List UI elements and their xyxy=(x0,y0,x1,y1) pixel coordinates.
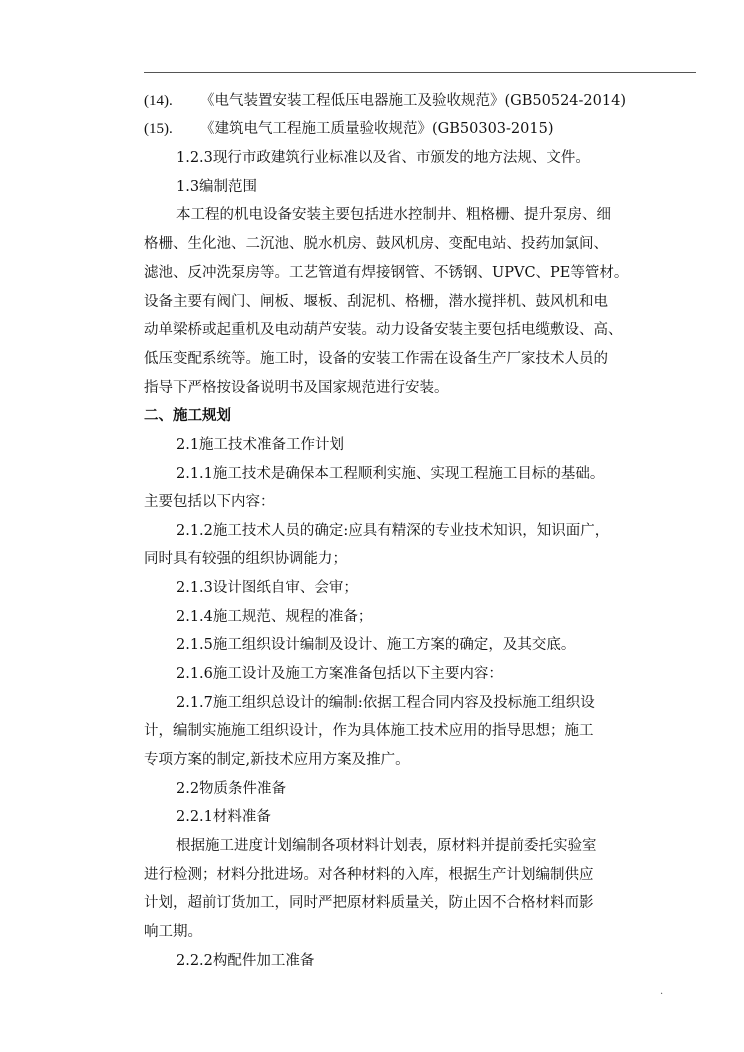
reference-number: (14). xyxy=(144,93,173,109)
paragraph-line: 滤池、反冲洗泵房等。工艺管道有焊接钢管、不锈钢、UPVC、PE等管材。 xyxy=(144,265,629,281)
paragraph-line: 响工期。 xyxy=(144,924,202,940)
paragraph-line: 专项方案的制定,新技术应用方案及推广。 xyxy=(144,752,410,768)
reference-text: 《电气装置安装工程低压电器施工及验收规范》(GB50524-2014) xyxy=(200,93,626,109)
paragraph-line: 格栅、生化池、二沉池、脱水机房、鼓风机房、变配电站、投药加氯间、 xyxy=(144,236,608,252)
paragraph-line: 2.1.5施工组织设计编制及设计、施工方案的确定，及其交底。 xyxy=(176,637,576,653)
paragraph-line: 设备主要有阀门、闸板、堰板、刮泥机、格栅，潜水搅拌机、鼓风机和电 xyxy=(144,294,608,310)
paragraph-line: 低压变配系统等。施工时，设备的安装工作需在设备生产厂家技术人员的 xyxy=(144,351,608,367)
reference-number: (15). xyxy=(144,121,173,137)
section-heading: 2.2.1材料准备 xyxy=(176,809,271,825)
paragraph-line: 同时具有较强的组织协调能力； xyxy=(144,551,347,567)
paragraph-line: 进行检测；材料分批进场。对各种材料的入库，根据生产计划编制供应 xyxy=(144,867,594,883)
reference-item xyxy=(144,120,696,138)
paragraph-line: 主要包括以下内容： xyxy=(144,494,275,510)
paragraph-line: 2.1.6施工设计及施工方案准备包括以下主要内容： xyxy=(176,666,503,682)
paragraph-line: 根据施工进度计划编制各项材料计划表，原材料并提前委托实验室 xyxy=(176,838,597,854)
paragraph-line: 2.1.1施工技术是确保本工程顺利实施、实现工程施工目标的基础。 xyxy=(176,466,605,482)
paragraph-line: 2.1.2施工技术人员的确定:应具有精深的专业技术知识，知识面广， xyxy=(176,523,610,539)
paragraph-line: 2.1.7施工组织总设计的编制:依据工程合同内容及投标施工组织设 xyxy=(176,695,595,711)
reference-item xyxy=(144,92,696,110)
paragraph-line: 计划，超前订货加工，同时严把原材料质量关，防止因不合格材料而影 xyxy=(144,895,594,911)
footer-mark: . xyxy=(660,986,664,997)
paragraph-line: 本工程的机电设备安装主要包括进水控制井、粗格栅、提升泵房、细 xyxy=(176,207,611,223)
section-heading: 2.1施工技术准备工作计划 xyxy=(176,437,345,453)
reference-text: 《建筑电气工程施工质量验收规范》(GB50303-2015) xyxy=(200,121,554,137)
paragraph-line: 指导下严格按设备说明书及国家规范进行安装。 xyxy=(144,380,449,396)
header-rule xyxy=(144,72,696,73)
paragraph-line: 1.2.3现行市政建筑行业标准以及省、市颁发的地方法规、文件。 xyxy=(176,150,590,166)
paragraph-line: 2.1.4施工规范、规程的准备； xyxy=(176,609,373,625)
paragraph-line: 计，编制实施施工组织设计，作为具体施工技术应用的指导思想；施工 xyxy=(144,723,594,739)
paragraph-line: 2.1.3设计图纸自审、会审； xyxy=(176,580,358,596)
paragraph-line: 动单梁桥或起重机及电动葫芦安装。动力设备安装主要包括电缆敷设、高、 xyxy=(144,322,623,338)
section-heading: 1.3编制范围 xyxy=(176,179,258,195)
section-heading: 2.2物质条件准备 xyxy=(176,781,287,797)
section-heading: 2.2.2构配件加工准备 xyxy=(176,953,315,969)
chapter-heading: 二、施工规划 xyxy=(144,407,231,424)
